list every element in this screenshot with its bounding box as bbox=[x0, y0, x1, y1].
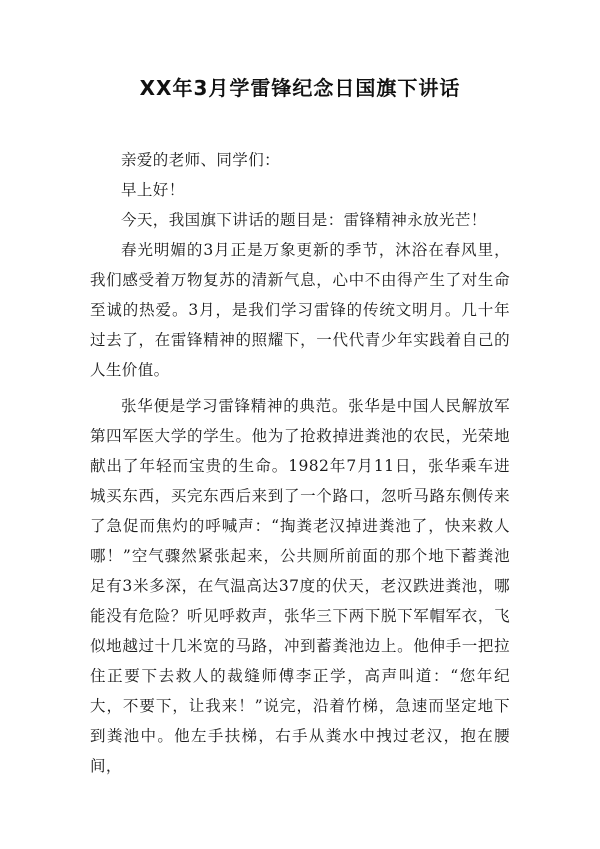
greeting-paragraph: 早上好！ bbox=[121, 181, 185, 199]
document-title: XX年3月学雷锋纪念日国旗下讲话 bbox=[139, 76, 461, 100]
document-body bbox=[90, 145, 510, 781]
zhang-hua-paragraph: 张华便是学习雷锋精神的典范。张华是中国人民解放军第四军医大学的学生。他为了抢救掉进粪池的农民，光荣地献出了年轻而宝贵的生命。1982年7月11日，张华乘车进城买东西，买完东西后来到了一个路口，忽听马路东侧传来了急促而焦灼的呼喊声：“掏粪老汉掉进粪池了，快来救人哪！”空气骤然紧张起来，公共厕所前面的那个地下蓄粪池足有3米多深，在气温高达37度的伏天，老汉跌进粪池，哪能没有危险？听见呼救声，张华三下两下脱下军帽军衣，飞似地越过十几米宽的马路，冲到蓄粪池边上。他伸手一把拉住正要下去救人的裁缝师傅李正学，高声叫道：“您年纪大，不要下，让我来！”说完，沿着竹梯，急速而坚定地下到粪池中。他左手扶梯，右手从粪水中拽过老汉，抱在腰间， bbox=[90, 397, 510, 775]
spring-paragraph: 春光明媚的3月正是万象更新的季节，沐浴在春风里，我们感受着万物复苏的清新气息，心中不由得产生了对生命至诚的热爱。3月，是我们学习雷锋的传统文明月。几十年过去了，在雷锋精神的照耀下，一代代青少年实践着自己的人生价值。 bbox=[90, 241, 510, 379]
salutation-paragraph: 亲爱的老师、同学们： bbox=[121, 151, 281, 169]
topic-paragraph: 今天，我国旗下讲话的题目是：雷锋精神永放光芒！ bbox=[121, 211, 487, 229]
